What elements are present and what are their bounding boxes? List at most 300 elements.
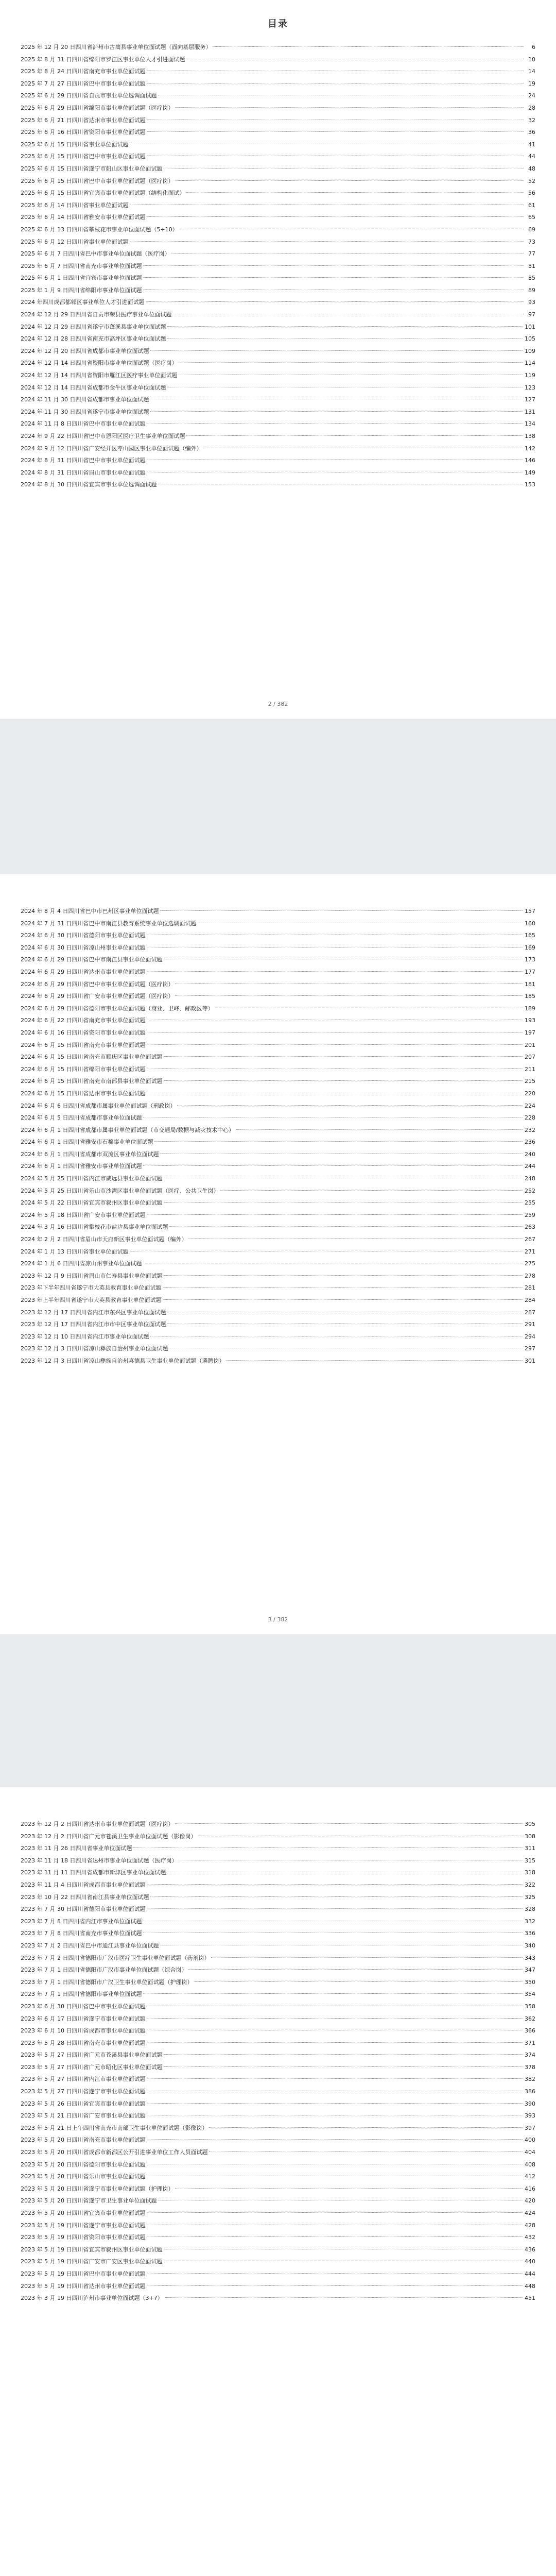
dot-leader	[150, 1896, 523, 1897]
toc-entry[interactable]	[21, 2073, 535, 2086]
toc-entry-title: 2025 年 6 月 29 日四川省绵阳市事业单位面试题（医疗岗）	[21, 104, 174, 111]
toc-entry-page: 393	[525, 2112, 535, 2120]
toc-entry[interactable]	[21, 406, 535, 418]
dot-leader	[147, 1214, 523, 1215]
toc-entry-page: 347	[525, 1967, 535, 1974]
toc-entry-page: 278	[525, 1272, 535, 1279]
toc-entry-title: 2023 年上半年四川省遂宁市大英县教育事业单位面试题	[21, 1297, 162, 1303]
toc-entry-title: 2023 年 7 月 1 日四川省德阳市事业单位面试题	[21, 1991, 142, 1998]
toc-entry-title: 2024 年 6 月 5 日四川省成都市事业单位面试题	[21, 1114, 142, 1122]
toc-entry[interactable]	[21, 2256, 535, 2268]
toc-entry-title: 2024 年 5 月 18 日四川省广安市事业单位面试题	[21, 1211, 146, 1218]
toc-entry[interactable]	[21, 139, 535, 151]
toc-entry-title: 2023 年 11 月 11 日四川省成都市新津区事业单位面试题	[21, 1869, 166, 1876]
toc-entry-page: 160	[525, 920, 535, 927]
toc-entry[interactable]	[21, 236, 535, 248]
toc-entry[interactable]	[21, 1940, 535, 1952]
dot-leader	[186, 435, 523, 436]
toc-entry[interactable]	[21, 1197, 535, 1209]
toc-entry[interactable]	[21, 1233, 535, 1246]
toc-entry-page: 240	[525, 1150, 535, 1158]
toc-entry-title: 2024 年 12 月 28 日四川省南充市高坪区事业单位面试题	[21, 335, 166, 343]
toc-entry-page: 354	[525, 1991, 535, 1998]
toc-entry-page: 61	[528, 201, 535, 209]
dot-leader	[164, 1056, 523, 1057]
toc-entry[interactable]	[21, 78, 535, 90]
toc-entry-title: 2024 年 6 月 29 日四川省广安市事业单位面试题（医疗岗）	[21, 993, 174, 1000]
toc-entry[interactable]	[21, 357, 535, 369]
toc-entry-page: 287	[525, 1309, 535, 1316]
toc-entry-page: 73	[528, 238, 535, 245]
toc-entry[interactable]	[21, 467, 535, 479]
toc-title: 目录	[268, 19, 288, 29]
toc-entry-title: 2023 年下半年四川省遂宁市大英县教育事业单位面试题	[21, 1284, 162, 1292]
toc-entry-page: 48	[528, 165, 535, 172]
toc-list	[21, 1818, 535, 2304]
toc-entry[interactable]	[21, 2037, 535, 2049]
toc-entry-title: 2024 年 6 月 29 日四川省巴中市南江县事业单位面试题	[21, 956, 163, 963]
toc-entry[interactable]	[21, 1331, 535, 1343]
toc-entry-page: 228	[525, 1114, 535, 1122]
toc-entry-page: 436	[525, 2246, 535, 2253]
toc-entry-title: 2023 年 5 月 20 日四川省乐山市事业单位面试题	[21, 2173, 146, 2180]
toc-entry-page: 224	[525, 1102, 535, 1109]
toc-entry[interactable]	[21, 2292, 535, 2304]
toc-entry-title: 2024 年 8 月 31 日四川省眉山市事业单位面试题	[21, 469, 146, 476]
toc-entry[interactable]	[21, 284, 535, 297]
toc-entry[interactable]	[21, 1903, 535, 1916]
toc-entry-title: 2023 年 12 月 17 日四川省内江市市中区事业单位面试题	[21, 1321, 166, 1328]
toc-entry[interactable]	[21, 966, 535, 978]
toc-entry-title: 2025 年 6 月 1 日四川省宜宾市事业单位面试题	[21, 275, 142, 282]
toc-entry-title: 2024 年 8 月 30 日四川省宜宾市事业单位选调面试题	[21, 481, 157, 488]
toc-entry[interactable]	[21, 333, 535, 345]
toc-entry[interactable]	[21, 394, 535, 406]
toc-entry[interactable]	[21, 2086, 535, 2098]
toc-page-1	[0, 0, 556, 719]
toc-entry-page: 181	[525, 980, 535, 988]
toc-entry[interactable]	[21, 175, 535, 188]
toc-entry[interactable]	[21, 102, 535, 114]
toc-entry-page: 36	[528, 129, 535, 136]
toc-entry[interactable]	[21, 2231, 535, 2244]
toc-entry[interactable]	[21, 2207, 535, 2219]
toc-entry-page: 24	[528, 92, 535, 99]
toc-entry[interactable]	[21, 1964, 535, 1976]
toc-entry-title: 2024 年 12 月 14 日四川省成都市金牛区事业单位面试题	[21, 384, 166, 391]
toc-entry-page: 165	[525, 932, 535, 939]
toc-entry-title: 2023 年 12 月 2 日四川省广元市苍溪卫生事业单位面试题（影像岗）	[21, 1833, 197, 1840]
toc-entry-page: 10	[528, 56, 535, 63]
dot-leader	[147, 2042, 523, 2043]
toc-entry-page: 432	[525, 2234, 535, 2241]
toc-entry-page: 291	[525, 1321, 535, 1328]
toc-entry-title: 2025 年 6 月 16 日四川省资阳市事业单位面试题	[21, 129, 146, 136]
toc-entry-title: 2023 年 5 月 19 日四川省达州市事业单位面试题	[21, 2282, 146, 2290]
toc-entry-page: 294	[525, 1333, 535, 1340]
toc-entry[interactable]	[21, 1927, 535, 1940]
toc-entry[interactable]	[21, 2098, 535, 2110]
toc-entry-page: 328	[525, 1906, 535, 1913]
toc-entry[interactable]	[21, 369, 535, 382]
toc-entry-title: 2025 年 7 月 27 日四川省巴中市事业单位面试题	[21, 80, 146, 87]
toc-entry[interactable]	[21, 345, 535, 358]
toc-entry-title: 2023 年 5 月 27 日四川省广元市昭化区事业单位面试题	[21, 2063, 163, 2071]
toc-entry-title: 2023 年 3 月 19 日四川泸州市事业单位面试题（3+7）	[21, 2295, 163, 2302]
toc-entry-page: 220	[525, 1090, 535, 1097]
toc-entry-page: 97	[528, 311, 535, 318]
toc-entry-title: 2023 年 6 月 10 日四川省成都市事业单位面试题	[21, 2027, 146, 2035]
toc-entry[interactable]	[21, 2280, 535, 2293]
toc-entry-page: 56	[528, 190, 535, 197]
toc-entry[interactable]	[21, 1003, 535, 1015]
dot-leader	[143, 277, 524, 278]
toc-entry[interactable]	[21, 479, 535, 491]
toc-entry-page: 263	[525, 1224, 535, 1231]
toc-entry-title: 2024 年 6 月 22 日四川省南充市事业单位面试题	[21, 1017, 146, 1024]
toc-entry[interactable]	[21, 2049, 535, 2061]
toc-entry[interactable]	[21, 150, 535, 163]
toc-entry-page: 32	[528, 116, 535, 124]
toc-entry[interactable]	[21, 2159, 535, 2171]
toc-entry-title: 2023 年 7 月 1 日四川省德阳市广汉市事业单位面试题（综合岗）	[21, 1967, 187, 1974]
toc-entry[interactable]	[21, 1088, 535, 1100]
toc-entry-title: 2024 年 6 月 1 日四川省雅安市石棉事业单位面试题	[21, 1139, 153, 1146]
toc-entry-page: 308	[525, 1833, 535, 1840]
toc-entry-title: 2024 年 2 月 2 日四川省眉山市天府新区事业单位面试题（编外）	[21, 1236, 187, 1243]
toc-entry-page: 366	[525, 2027, 535, 2035]
toc-entry-page: 340	[525, 1942, 535, 1949]
toc-entry-title: 2025 年 6 月 7 日四川省巴中市事业单位面试题（医疗岗）	[21, 250, 170, 258]
dot-leader	[150, 411, 523, 412]
toc-entry[interactable]	[21, 1075, 535, 1088]
toc-entry[interactable]	[21, 942, 535, 954]
toc-entry[interactable]	[21, 1282, 535, 1294]
toc-entry-page: 371	[525, 2039, 535, 2046]
toc-entry-title: 2023 年 12 月 9 日四川省眉山市仁寿县事业单位面试题	[21, 1272, 163, 1279]
toc-entry-page: 420	[525, 2197, 535, 2205]
dot-leader	[167, 326, 523, 327]
toc-entry[interactable]	[21, 296, 535, 309]
toc-entry[interactable]	[21, 1294, 535, 1307]
toc-entry-page: 448	[525, 2282, 535, 2290]
toc-entry-title: 2024 年 5 月 25 日四川省乐山市沙湾区事业单位面试题（医疗、公共卫生岗）	[21, 1187, 219, 1194]
toc-entry-page: 444	[525, 2270, 535, 2277]
toc-entry-title: 2023 年 12 月 3 日四川省凉山彝族自治州喜德县卫生事业单位面试题（遴聘岗）	[21, 1357, 225, 1364]
toc-entry-page: 404	[525, 2149, 535, 2156]
toc-entry-page: 305	[525, 1821, 535, 1827]
dot-leader	[209, 2151, 523, 2152]
toc-entry-page: 350	[525, 1978, 535, 1986]
toc-entry-title: 2023 年 7 月 8 日四川省内江市事业单位面试题	[21, 1918, 142, 1925]
toc-entry[interactable]	[21, 1818, 535, 1831]
toc-entry-page: 169	[525, 944, 535, 951]
toc-entry-title: 2023 年 7 月 2 日四川省德阳市广汉市医疗卫生事业单位面试题（药剂岗）	[21, 1954, 210, 1961]
toc-entry[interactable]	[21, 1355, 535, 1367]
toc-entry[interactable]	[21, 1063, 535, 1076]
toc-entry[interactable]	[21, 418, 535, 430]
toc-entry-title: 2024 年 11 月 8 日四川省巴中市事业单位面试题	[21, 420, 146, 428]
toc-entry-page: 146	[525, 457, 535, 464]
toc-entry-title: 2024 年 6 月 15 日四川省南充市事业单位面试题	[21, 1041, 146, 1048]
toc-entry-title: 2024 年 9 月 12 日四川省广安经开区枣山园区事业单位面试题（编外）	[21, 445, 202, 452]
dot-leader	[220, 1190, 523, 1191]
toc-entry[interactable]	[21, 187, 535, 199]
toc-entry-page: 315	[525, 1857, 535, 1864]
toc-entry-title: 2025 年 8 月 24 日四川省南充市事业单位面试题	[21, 68, 146, 75]
toc-entry-title: 2024 年 8 月 31 日四川省巴中市事业单位面试题	[21, 457, 146, 464]
toc-entry-title: 2025 年 6 月 13 日四川省攀枝花市事业单位面试题（5+10）	[21, 226, 178, 233]
toc-entry-title: 2024 年 12 月 20 日四川省成都市事业单位面试题	[21, 347, 149, 354]
toc-entry-page: 157	[525, 908, 535, 914]
toc-entry-title: 2025 年 6 月 14 日四川省雅安市事业单位面试题	[21, 214, 146, 221]
toc-entry-page: 311	[525, 1845, 535, 1852]
dot-leader	[175, 1823, 523, 1824]
toc-entry-title: 2024 年 6 月 29 日四川省巴中市事业单位面试题（医疗岗）	[21, 980, 174, 988]
toc-entry[interactable]	[21, 1112, 535, 1124]
toc-entry[interactable]	[21, 1027, 535, 1039]
toc-entry[interactable]	[21, 1160, 535, 1173]
toc-entry-page: 255	[525, 1199, 535, 1207]
toc-entry-title: 2023 年 5 月 27 日四川省广元市苍溪县事业单位面试题	[21, 2052, 163, 2059]
dot-leader	[164, 2066, 523, 2067]
toc-entry[interactable]	[21, 443, 535, 455]
toc-entry[interactable]	[21, 1879, 535, 1891]
toc-entry-title: 2024 年 6 月 15 日四川省达州市事业单位面试题	[21, 1090, 146, 1097]
toc-entry[interactable]	[21, 1185, 535, 1197]
toc-entry[interactable]	[21, 978, 535, 991]
page-separator	[0, 1634, 556, 1787]
toc-entry[interactable]	[21, 248, 535, 260]
toc-entry-page: 52	[528, 177, 535, 184]
toc-entry-title: 2024 年 6 月 15 日四川省南充市南部县事业单位面试题	[21, 1078, 163, 1085]
toc-entry-title: 2023 年 7 月 1 日四川省德阳市广汉卫生事业单位面试题（护理岗）	[21, 1978, 193, 1986]
toc-entry-title: 2024 年 6 月 15 日四川省南充市顺庆区事业单位面试题	[21, 1054, 163, 1061]
toc-entry-page: 131	[525, 408, 535, 415]
toc-entry[interactable]	[21, 990, 535, 1003]
dot-leader	[226, 1360, 523, 1361]
toc-entry[interactable]	[21, 430, 535, 443]
toc-entry[interactable]	[21, 211, 535, 224]
toc-entry[interactable]	[21, 1916, 535, 1928]
toc-entry[interactable]	[21, 2244, 535, 2256]
dot-leader	[194, 1981, 523, 1982]
toc-entry-page: 271	[525, 1248, 535, 1255]
toc-entry[interactable]	[21, 1136, 535, 1148]
toc-entry[interactable]	[21, 1173, 535, 1185]
toc-entry-title: 2025 年 6 月 14 日四川省事业单位面试题	[21, 201, 129, 209]
toc-entry-page: 386	[525, 2088, 535, 2095]
toc-entry-page: 114	[525, 360, 535, 367]
toc-entry-page: 193	[525, 1017, 535, 1024]
toc-entry-title: 2023 年 6 月 17 日四川省遂宁市事业单位面试题	[21, 2015, 146, 2022]
toc-entry[interactable]	[21, 2025, 535, 2037]
toc-entry[interactable]	[21, 954, 535, 966]
toc-entry-title: 2025 年 6 月 29 日四川省自贡市事业单位选调面试题	[21, 92, 157, 99]
toc-entry[interactable]	[21, 1988, 535, 2001]
dot-leader	[147, 2078, 523, 2079]
toc-entry-page: 374	[525, 2052, 535, 2059]
toc-entry[interactable]	[21, 1952, 535, 1964]
toc-entry-page: 382	[525, 2076, 535, 2083]
toc-entry[interactable]	[21, 126, 535, 139]
toc-entry-page: 85	[528, 275, 535, 282]
toc-page-3	[0, 1787, 556, 2576]
toc-entry[interactable]	[21, 1976, 535, 1989]
toc-entry[interactable]	[21, 454, 535, 467]
toc-entry-page: 297	[525, 1345, 535, 1352]
toc-entry[interactable]	[21, 272, 535, 284]
dot-leader	[147, 2285, 523, 2286]
toc-entry-page: 336	[525, 1930, 535, 1937]
toc-entry[interactable]	[21, 1270, 535, 1282]
toc-entry-page: 153	[525, 481, 535, 488]
toc-entry[interactable]	[21, 1051, 535, 1063]
dot-leader	[213, 46, 524, 47]
toc-entry[interactable]	[21, 1148, 535, 1161]
toc-entry-title: 2024 年 3 月 16 日四川省攀枝花市盐边县事业单位面试题	[21, 1224, 168, 1231]
dot-leader	[236, 1129, 523, 1130]
toc-entry-title: 2023 年 5 月 26 日四川省宜宾市事业单位面试题	[21, 2100, 146, 2107]
toc-entry-title: 2025 年 12 月 20 日四川省泸州市古蔺县事业单位面试题（面向基层服务）	[21, 44, 212, 50]
toc-entry-title: 2023 年 5 月 28 日四川省南充市事业单位面试题	[21, 2039, 146, 2046]
toc-entry-page: 211	[525, 1065, 535, 1073]
dot-leader	[147, 1908, 523, 1909]
toc-entry-page: 177	[525, 968, 535, 975]
toc-entry-page: 412	[525, 2173, 535, 2180]
toc-entry[interactable]	[21, 2013, 535, 2025]
toc-entry[interactable]	[21, 41, 535, 54]
toc-entry[interactable]	[21, 1039, 535, 1052]
toc-entry[interactable]	[21, 2219, 535, 2232]
toc-entry-page: 123	[525, 384, 535, 391]
toc-entry-page: 232	[525, 1126, 535, 1133]
toc-entry[interactable]	[21, 2183, 535, 2195]
toc-entry-page: 41	[528, 141, 535, 148]
toc-entry[interactable]	[21, 2061, 535, 2074]
toc-entry-page: 318	[525, 1869, 535, 1876]
toc-entry-page: 93	[528, 299, 535, 306]
toc-entry[interactable]	[21, 382, 535, 394]
dot-leader	[147, 2139, 523, 2140]
toc-entry[interactable]	[21, 224, 535, 236]
toc-entry-page: 451	[525, 2295, 535, 2302]
toc-entry[interactable]	[21, 2195, 535, 2207]
toc-entry[interactable]	[21, 1891, 535, 1904]
toc-entry[interactable]	[21, 1855, 535, 1867]
dot-leader	[147, 2018, 523, 2019]
toc-entry-title: 2023 年 7 月 2 日四川省巴中市通江县事业单位面试题	[21, 1942, 159, 1949]
toc-entry[interactable]	[21, 65, 535, 78]
toc-entry-page: 281	[525, 1284, 535, 1292]
toc-entry-page: 408	[525, 2161, 535, 2168]
toc-entry-page: 325	[525, 1893, 535, 1901]
toc-entry[interactable]	[21, 321, 535, 333]
toc-entry[interactable]	[21, 2171, 535, 2183]
toc-entry-page: 44	[528, 153, 535, 160]
dot-leader	[163, 1299, 524, 1300]
toc-entry[interactable]	[21, 309, 535, 321]
dot-leader	[211, 1957, 523, 1958]
toc-entry[interactable]	[21, 54, 535, 66]
toc-entry-title: 2024 年 5 月 25 日四川省内江市威远县事业单位面试题	[21, 1175, 163, 1182]
toc-entry-page: 81	[528, 262, 535, 269]
dot-leader	[175, 995, 523, 996]
toc-entry-title: 2024 年 6 月 30 日四川省德阳市事业单位面试题	[21, 932, 146, 939]
toc-entry[interactable]	[21, 1014, 535, 1027]
toc-entry-page: 301	[525, 1357, 535, 1364]
toc-entry-page: 397	[525, 2124, 535, 2131]
toc-entry[interactable]	[21, 1221, 535, 1233]
toc-entry[interactable]	[21, 905, 535, 918]
toc-entry-page: 416	[525, 2185, 535, 2192]
toc-entry[interactable]	[21, 1100, 535, 1112]
toc-entry-page: 378	[525, 2063, 535, 2071]
dot-leader	[150, 350, 523, 351]
toc-entry-page: 89	[528, 286, 535, 294]
toc-entry[interactable]	[21, 1318, 535, 1331]
toc-entry[interactable]	[21, 2110, 535, 2122]
toc-entry[interactable]	[21, 1842, 535, 1855]
toc-entry[interactable]	[21, 1124, 535, 1137]
toc-entry-title: 2024 年 6 月 16 日四川省资阳市事业单位面试题	[21, 1029, 146, 1036]
dot-leader	[188, 1969, 523, 1970]
toc-entry-page: 343	[525, 1954, 535, 1961]
toc-entry-title: 2023 年 7 月 30 日四川省德阳市事业单位面试题	[21, 1906, 146, 1913]
toc-entry-title: 2024 年四川成都都郫区事业单位人才引进面试题	[21, 299, 145, 306]
toc-entry[interactable]	[21, 1258, 535, 1270]
toc-entry[interactable]	[21, 1343, 535, 1355]
toc-entry[interactable]	[21, 929, 535, 942]
toc-entry[interactable]	[21, 2146, 535, 2159]
toc-entry-title: 2023 年 11 月 18 日四川省达州市事业单位面试题（医疗岗）	[21, 1857, 178, 1864]
toc-entry[interactable]	[21, 1246, 535, 1258]
toc-entry-title: 2023 年 5 月 20 日四川省宜宾市事业单位面试题	[21, 2210, 146, 2216]
toc-entry[interactable]	[21, 2268, 535, 2280]
toc-entry-title: 2024 年 11 月 30 日四川省成都市事业单位面试题	[21, 396, 149, 403]
toc-entry[interactable]	[21, 260, 535, 273]
toc-entry-page: 101	[525, 323, 535, 330]
toc-entry-page: 358	[525, 2003, 535, 2010]
toc-entry-page: 236	[525, 1139, 535, 1146]
toc-entry[interactable]	[21, 1867, 535, 1879]
page-separator	[0, 719, 556, 874]
toc-entry[interactable]	[21, 1307, 535, 1319]
toc-entry[interactable]	[21, 2122, 535, 2134]
toc-list	[21, 905, 535, 1367]
toc-entry-page: 252	[525, 1187, 535, 1194]
toc-entry[interactable]	[21, 918, 535, 930]
toc-entry-page: 19	[528, 80, 535, 87]
toc-entry[interactable]	[21, 1831, 535, 1843]
toc-entry[interactable]	[21, 114, 535, 127]
toc-entry-page: 189	[525, 1005, 535, 1012]
toc-entry[interactable]	[21, 2001, 535, 2013]
toc-entry[interactable]	[21, 1209, 535, 1222]
toc-entry-title: 2023 年 5 月 19 日四川省广安市广安区事业单位面试题	[21, 2258, 163, 2265]
toc-entry-page: 244	[525, 1163, 535, 1170]
toc-entry[interactable]	[21, 199, 535, 212]
toc-entry-title: 2023 年 5 月 21 日上午四川省南充市南部卫生事业单位面试题（影像岗）	[21, 2124, 208, 2131]
dot-leader	[147, 2236, 523, 2237]
toc-entry[interactable]	[21, 163, 535, 175]
toc-entry-page: 69	[528, 226, 535, 233]
toc-entry-title: 2023 年 12 月 17 日四川省内江市东兴区事业单位面试题	[21, 1309, 166, 1316]
toc-entry-page: 248	[525, 1175, 535, 1182]
toc-entry[interactable]	[21, 2134, 535, 2146]
toc-entry-title: 2023 年 11 月 26 日四川省事业单位面试题	[21, 1845, 132, 1852]
toc-entry[interactable]	[21, 90, 535, 102]
